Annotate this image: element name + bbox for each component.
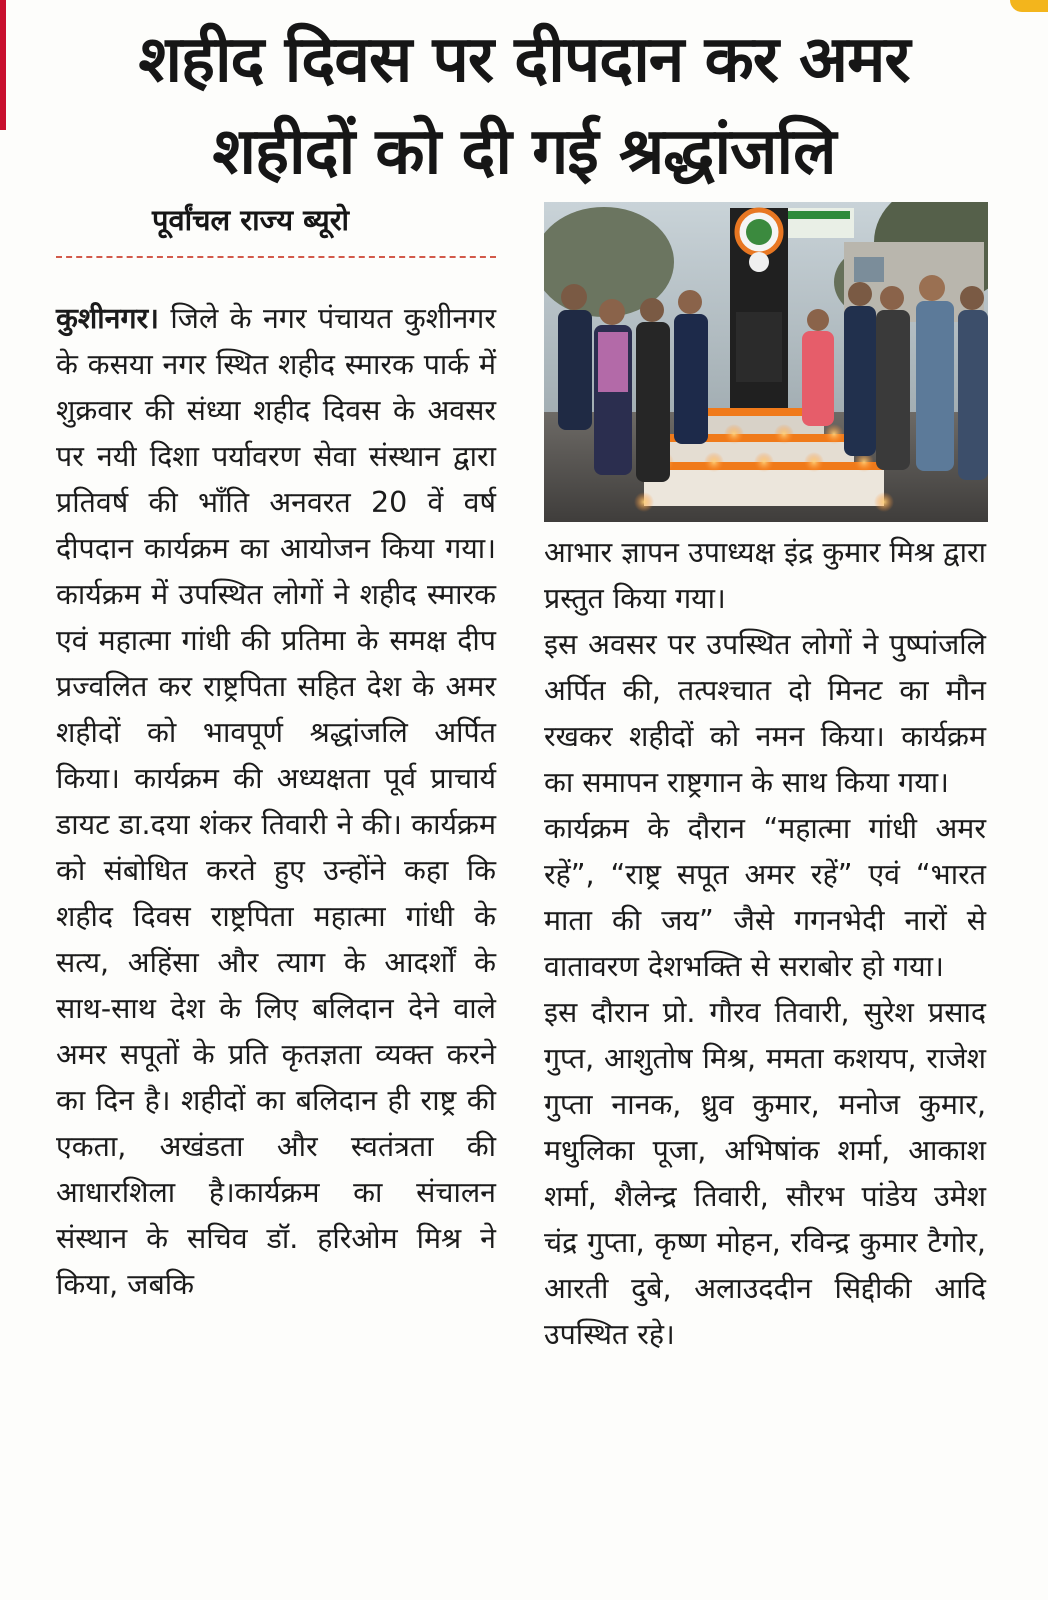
article-column-right bbox=[544, 530, 986, 1358]
dateline: कुशीनगर। bbox=[56, 302, 159, 335]
event-photo bbox=[544, 202, 988, 522]
article-paragraph: कार्यक्रम के दौरान “महात्मा गांधी अमर रहें”, “राष्ट्र सपूत अमर रहें” एवं “भारत माता की जय” जैसे गगनभेदी नारों से वातावरण देशभक्ति से सराबोर हो गया। bbox=[544, 812, 986, 983]
byline-divider bbox=[56, 256, 496, 258]
byline: पूर्वांचल राज्य ब्यूरो bbox=[152, 203, 350, 237]
corner-accent bbox=[1010, 0, 1048, 12]
article-paragraph bbox=[56, 296, 496, 1308]
headline-line-1: शहीद दिवस पर दीपदान कर अमर bbox=[138, 23, 910, 97]
article-paragraph: आभार ज्ञापन उपाध्यक्ष इंद्र कुमार मिश्र द्वारा प्रस्तुत किया गया। bbox=[544, 536, 986, 615]
left-edge-accent bbox=[0, 0, 6, 130]
headline-line-2: शहीदों को दी गई श्रद्धांजलि bbox=[212, 115, 836, 189]
article-paragraph-text: जिले के नगर पंचायत कुशीनगर के कसया नगर स्थित शहीद स्मारक पार्क में शुक्रवार की संध्या शहीद दिवस के अवसर पर नयी दिशा पर्यावरण सेवा संस्थान द्वारा प्रतिवर्ष की भाँति अनवरत 20 वें वर्ष दीपदान कार्यक्रम का आयोजन किया गया। कार्यक्रम में उपस्थित लोगों ने शहीद स्मारक एवं महात्मा गांधी की प्रतिमा के समक्ष दीप प्रज्वलित कर राष्ट्रपिता सहित देश के अमर शहीदों को भावपूर्ण श्रद्धांजलि अर्पित किया। कार्यक्रम की अध्यक्षता पूर्व प्राचार्य डायट डा.दया शंकर तिवारी ने की। कार्यक्रम को संबोधित करते हुए उन्होंने कहा कि शहीद दिवस राष्ट्रपिता महात्मा गांधी के सत्य, अहिंसा और त्याग के आदर्शों के साथ-साथ देश के लिए बलिदान देने वाले अमर सपूतों के प्रति कृतज्ञता व्यक्त करने का दिन है। शहीदों का बलिदान ही राष्ट्र की एकता, अखंडता और स्वतंत्रता की आधारशिला है।कार्यक्रम का संचालन संस्थान के सचिव डॉ. हरिओम मिश्र ने किया, जबकि bbox=[56, 302, 496, 1301]
headline bbox=[20, 14, 1028, 198]
article-paragraph: इस अवसर पर उपस्थित लोगों ने पुष्पांजलि अर्पित की, तत्पश्चात दो मिनट का मौन रखकर शहीदों को नमन किया। कार्यक्रम का समापन राष्ट्रगान के साथ किया गया। bbox=[544, 628, 986, 799]
article-column-left bbox=[56, 296, 496, 1308]
article-paragraph: इस दौरान प्रो. गौरव तिवारी, सुरेश प्रसाद गुप्त, आशुतोष मिश्र, ममता कशयप, राजेश गुप्ता नानक, ध्रुव कुमार, मनोज कुमार, मधुलिका पूजा, अभिषांक शर्मा, आकाश शर्मा, शैलेन्द्र तिवारी, सौरभ पांडेय उमेश चंद्र गुप्ता, कृष्ण मोहन, रविन्द्र कुमार टैगोर, आरती दुबे, अलाउददीन सिद्दीकी आदि उपस्थित रहे। bbox=[544, 996, 986, 1351]
